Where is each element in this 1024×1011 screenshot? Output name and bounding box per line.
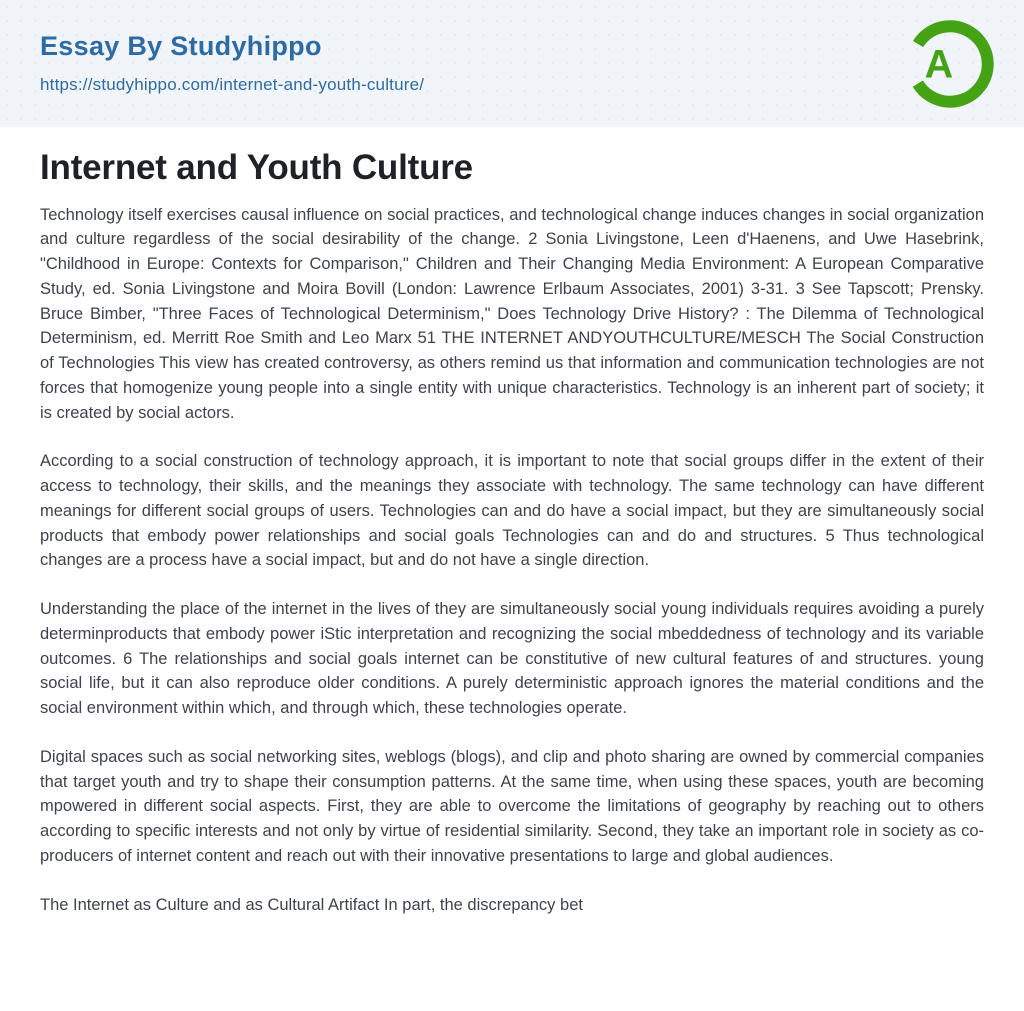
essay-paragraph: The Internet as Culture and as Cultural Artifact In part, the discrepancy bet bbox=[40, 895, 583, 914]
essay-title: Internet and Youth Culture bbox=[40, 148, 473, 187]
header-text-block bbox=[40, 32, 424, 95]
brand-title: Essay By Studyhippo bbox=[40, 31, 322, 62]
essay-url-link[interactable]: https://studyhippo.com/internet-and-youth-culture/ bbox=[40, 74, 425, 94]
essay-paragraph: According to a social construction of technology approach, it is important to note that social groups differ in the extent of their access to technology, their skills, and the meanings they associate with technology. The same technology can have different meanings for different social groups of users. Technologies can and do have a social impact, but they are simultaneously social products that embody power relationships and social goals Technologies can and do and structures. 5 Thus technological changes are a process have a social impact, but and do not have a single direction. bbox=[40, 452, 984, 570]
essay-paragraph: Understanding the place of the internet in the lives of they are simultaneously social young individuals requires avoiding a purely determinproducts that embody power iStic interpretation and recognizing the social mbeddedness of technology and its variable outcomes. 6 The relationships and social goals internet can be constitutive of new cultural features of and structures. young social life, but it can also reproduce older conditions. A purely deterministic approach ignores the material conditions and the social environment within which, and through which, these technologies operate. bbox=[40, 600, 984, 717]
studyhippo-logo-icon bbox=[904, 18, 996, 110]
essay-paragraph: Digital spaces such as social networking sites, weblogs (blogs), and clip and photo sharing are owned by commercial companies that target youth and try to shape their consumption patterns. At the same time, when using these spaces, youth are becoming mpowered in different social aspects. First, they are able to overcome the limitations of geography by reaching out to others according to specific interests and not only by virtue of residential similarity. Second, they take an important role in society as co- producers of internet content and reach out with their innovative presentations to large and global audiences. bbox=[40, 747, 984, 865]
essay-paragraph: Technology itself exercises causal influence on social practices, and technological change induces changes in social organization and culture regardless of the social desirability of the change. 2 Sonia Livingstone, Leen d'Haenens, and Uwe Hasebrink, "Childhood in Europe: Contexts for Comparison," Children and Their Changing Media Environment: A European Comparative Study, ed. Sonia Livingstone and Moira Bovill (London: Lawrence Erlbaum Associates, 2001) 3-31. 3 See Tapscott; Prensky. Bruce Bimber, "Three Faces of Technological Determinism," Does Technology Drive History? : The Dilemma of Technological Determinism, ed. Merritt Roe Smith and Leo Marx 51 THE INTERNET ANDYOUTHCULTURE/MESCH The Social Construction of Technologies This view has created controversy, as others remind us that information and communication technologies are not forces that homogenize young people into a single entity with unique characteristics. Technology is an inherent part of society; it is created by social actors. bbox=[40, 205, 984, 422]
page-header bbox=[0, 0, 1024, 127]
essay-content bbox=[0, 149, 1024, 917]
logo-letter: A bbox=[924, 41, 954, 86]
essay-body bbox=[40, 203, 984, 918]
